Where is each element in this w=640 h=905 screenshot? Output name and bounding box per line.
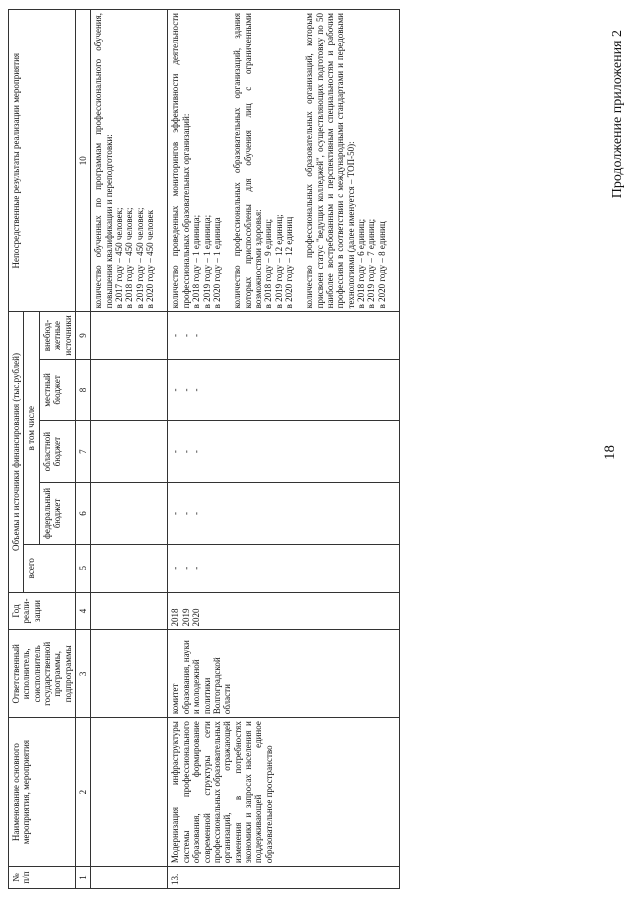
column-number: 7 bbox=[76, 421, 91, 483]
header-executor: Ответственный исполнитель, соисполнитель государственной программы, подпрограммы bbox=[9, 630, 76, 718]
funding-value: - bbox=[191, 450, 202, 454]
header-name: Наименование основного мероприятия, мероприятия bbox=[9, 718, 76, 867]
column-number: 4 bbox=[76, 592, 91, 630]
result-line: в 2020 году – 8 единиц bbox=[376, 221, 387, 309]
table-cell bbox=[91, 630, 168, 718]
result-line: в 2020 году – 450 человек bbox=[145, 210, 156, 309]
funding-value: - bbox=[170, 334, 181, 337]
table-row-continuation bbox=[91, 10, 168, 889]
table-cell bbox=[91, 312, 168, 359]
funding-value: - bbox=[170, 450, 181, 454]
column-number: 6 bbox=[76, 482, 91, 544]
result-line: в 2018 году – 450 человек; bbox=[124, 207, 135, 309]
result-line: в 2017 году – 450 человек; bbox=[114, 207, 125, 309]
executor-name: комитет образования, науки и молодежной политики Волгоградской области bbox=[168, 630, 400, 718]
funding-value: - bbox=[180, 388, 191, 392]
result-block bbox=[170, 13, 222, 308]
column-number-row bbox=[76, 10, 91, 889]
funding-value: - bbox=[170, 566, 181, 570]
result-block bbox=[232, 13, 294, 308]
year-value: 2020 bbox=[191, 608, 202, 627]
result-line: в 2020 году – 1 единица bbox=[211, 217, 222, 309]
header-funding: Объемы и источники финансирования (тыс.рублей) bbox=[9, 312, 24, 592]
result-line: в 2020 году – 12 единиц bbox=[283, 216, 294, 309]
table-cell bbox=[91, 867, 168, 889]
result-block bbox=[93, 13, 155, 308]
page-number: 18 bbox=[602, 445, 618, 460]
column-number: 8 bbox=[76, 359, 91, 421]
funding-value: - bbox=[180, 566, 191, 570]
column-number: 1 bbox=[76, 867, 91, 889]
table-cell bbox=[91, 421, 168, 483]
table-cell bbox=[91, 359, 168, 421]
funding-value: - bbox=[180, 450, 191, 454]
funding-value: - bbox=[191, 511, 202, 515]
results-cell bbox=[168, 10, 400, 312]
result-line: в 2019 году – 7 единиц; bbox=[366, 218, 377, 309]
federal-cell bbox=[168, 482, 400, 544]
header-regional: областной бюджет bbox=[40, 421, 76, 483]
result-text: количество профессиональных образовательных организаций, которым присвоен статус "ведущих колледжей", осуществляющих подготовку по 50 наиболее востребованным и перспективным специальностям и рабочим профессиям в соответствии с международными стандартами и передовыми технологиями (далее именуется – ТОП-50): bbox=[304, 13, 356, 309]
result-text: количество обученных по программам профессионального обучения, повышения квалификации и переподготовки: bbox=[93, 13, 114, 309]
result-block bbox=[304, 13, 387, 308]
column-number: 2 bbox=[76, 718, 91, 867]
funding-value: - bbox=[191, 334, 202, 337]
header-num: № п/п bbox=[9, 867, 76, 889]
funding-value: - bbox=[170, 511, 181, 515]
results-cell bbox=[91, 10, 168, 312]
total-cell bbox=[168, 544, 400, 592]
column-number: 10 bbox=[76, 10, 91, 312]
result-line: в 2018 году – 1 единица; bbox=[191, 214, 202, 309]
funding-value: - bbox=[180, 334, 191, 337]
column-number: 3 bbox=[76, 630, 91, 718]
years-cell bbox=[168, 592, 400, 630]
result-line: в 2019 году – 12 единиц; bbox=[273, 214, 284, 309]
header-in-that-number: в том числе bbox=[24, 312, 40, 545]
header-total: всего bbox=[24, 544, 76, 592]
result-line: в 2018 году – 9 единиц; bbox=[263, 218, 274, 309]
result-text: количество проведенных мониторингов эффективности деятельности профессиональных образовательных организаций: bbox=[170, 13, 191, 309]
local-cell bbox=[168, 359, 400, 421]
result-text: количество профессиональных образовательных организаций, здания которых приспособлены для обучения лиц с ограниченными возможностями здоровья: bbox=[232, 13, 263, 309]
offbudget-cell bbox=[168, 312, 400, 359]
funding-value: - bbox=[170, 388, 181, 392]
funding-value: - bbox=[191, 388, 202, 392]
table-cell bbox=[91, 592, 168, 630]
table-cell bbox=[91, 482, 168, 544]
result-line: в 2018 году – 6 единиц; bbox=[355, 218, 366, 309]
year-value: 2019 bbox=[180, 608, 191, 627]
header-local: местный бюджет bbox=[40, 359, 76, 421]
header-offbudget: внебюд-жетные источники bbox=[40, 312, 76, 359]
regional-cell bbox=[168, 421, 400, 483]
column-number: 9 bbox=[76, 312, 91, 359]
activities-table bbox=[8, 9, 400, 889]
column-number: 5 bbox=[76, 544, 91, 592]
header-results: Непосредственные результаты реализации мероприятия bbox=[9, 10, 76, 312]
funding-value: - bbox=[191, 566, 202, 570]
table-cell bbox=[91, 544, 168, 592]
row-number: 13. bbox=[168, 867, 400, 889]
header-year: Год реали-зации bbox=[9, 592, 76, 630]
result-line: в 2019 году – 450 человек; bbox=[134, 207, 145, 309]
table-cell bbox=[91, 718, 168, 867]
activity-name: Модернизация инфраструктуры системы профессионального образования, формирование современной структуры сети профессиональных образовательных организаций, отражающей изменения в потребностях экономики и запросах населения и поддерживающей единое образовательное пространство bbox=[168, 718, 400, 867]
header-federal: федеральный бюджет bbox=[40, 482, 76, 544]
funding-value: - bbox=[180, 511, 191, 515]
table-row bbox=[168, 10, 400, 889]
result-line: в 2019 году – 1 единица; bbox=[201, 214, 212, 309]
year-value: 2018 bbox=[170, 608, 181, 627]
appendix-note: Продолжение приложения 2 bbox=[610, 30, 625, 199]
